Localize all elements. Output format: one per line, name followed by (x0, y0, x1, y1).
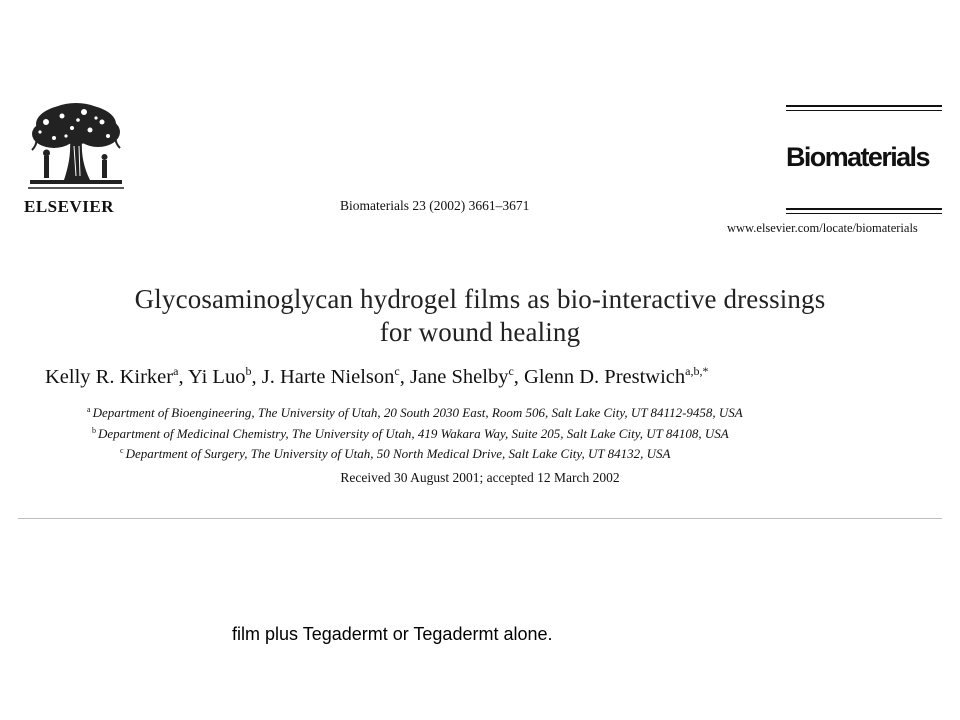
author-affiliation-mark: a,b,* (685, 364, 709, 378)
tree-icon (24, 100, 128, 192)
journal-rule-bottom-1 (786, 208, 942, 210)
affiliation-mark: c (120, 446, 124, 455)
author-affiliation-mark: c (508, 364, 514, 378)
author-list (45, 366, 709, 389)
author-name: Glenn D. Prestwich (524, 366, 686, 388)
author-separator: , (399, 366, 410, 388)
affiliation-c (120, 446, 670, 462)
affiliation-a (87, 405, 743, 421)
divider-line (18, 518, 942, 519)
author-separator: , (178, 366, 188, 388)
journal-name: Biomaterials (786, 142, 929, 172)
author-separator: , (513, 366, 525, 388)
affiliation-text: Department of Medicinal Chemistry, The University of Utah, 419 Wakara Way, Suite 205, Salt Lake City, UT 84108, USA (98, 426, 729, 441)
author-affiliation-mark: b (245, 364, 252, 378)
affiliation-text: Department of Bioengineering, The University of Utah, 20 South 2030 East, Room 506, Salt Lake City, UT 84112-9458, USA (92, 405, 743, 420)
author-name: Yi Luo (187, 366, 246, 388)
affiliation-b (92, 426, 729, 442)
received-dates: Received 30 August 2001; accepted 12 March 2002 (340, 470, 620, 485)
paper-title-line-2: for wound healing (379, 317, 581, 347)
author-separator: , (251, 366, 262, 388)
journal-rule-top-2 (786, 110, 942, 111)
journal-citation: Biomaterials 23 (2002) 3661–3671 (340, 198, 530, 213)
author-name: J. Harte Nielson (261, 366, 395, 388)
elsevier-tree-logo (24, 100, 128, 192)
paper-title (0, 283, 960, 349)
publisher-name: ELSEVIER (24, 197, 114, 216)
slide-caption: film plus Tegadermt or Tegadermt alone. (232, 624, 553, 644)
author-name: Jane Shelby (409, 366, 509, 388)
author-affiliation-mark: a (173, 364, 179, 378)
affiliation-mark: b (92, 426, 96, 435)
author-affiliation-mark: c (394, 364, 400, 378)
journal-rule-bottom-2 (786, 213, 942, 214)
paper-title-line-1: Glycosaminoglycan hydrogel films as bio-interactive dressings (134, 284, 826, 314)
affiliation-mark: a (87, 405, 91, 414)
journal-rule-top-1 (786, 105, 942, 107)
author-name: Kelly R. Kirker (45, 366, 174, 388)
journal-url: www.elsevier.com/locate/biomaterials (727, 221, 918, 235)
affiliation-text: Department of Surgery, The University of Utah, 50 North Medical Drive, Salt Lake City, UT 84132, USA (125, 446, 671, 461)
